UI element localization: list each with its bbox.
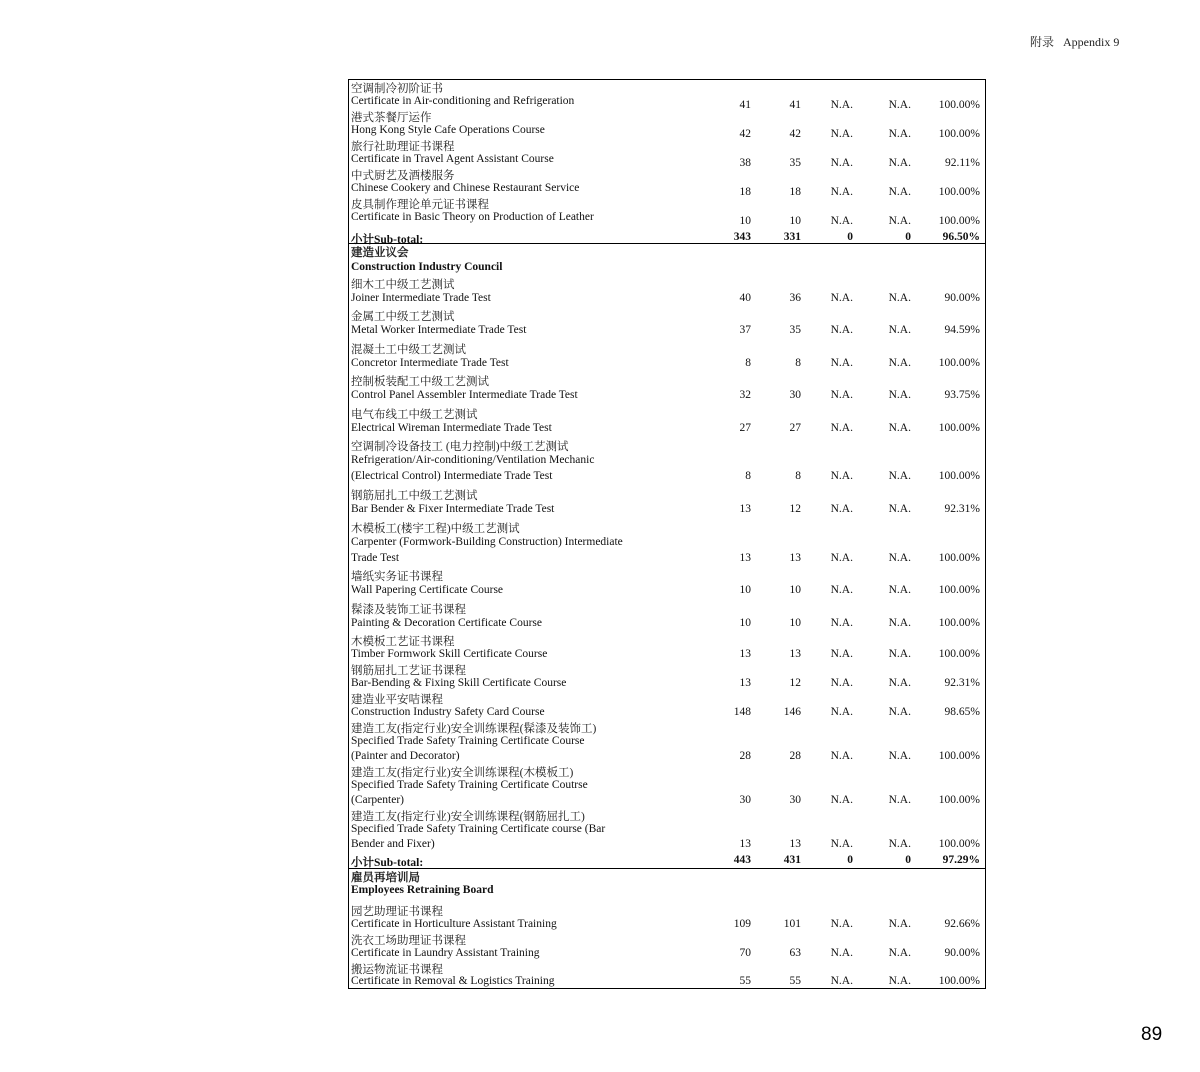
- table-row: [349, 633, 985, 662]
- pass-rate-value: 100.00%: [938, 470, 980, 482]
- table-row: [349, 109, 985, 138]
- course-name-line: 建造业平安咭课程: [351, 694, 443, 706]
- course-name-line: 旅行社助理证书课程: [351, 141, 455, 153]
- course-name-line: 墙纸实务证书课程: [351, 571, 443, 583]
- header-chinese: 附录: [1030, 35, 1055, 49]
- course-name-line: 建造工友(指定行业)安全训练课程(木模板工): [351, 767, 574, 779]
- passed-value: 13: [789, 552, 801, 564]
- course-name-line: 金属工中级工艺测试: [351, 311, 455, 323]
- table-row: [349, 373, 985, 406]
- col4-value: N.A.: [888, 648, 911, 660]
- applicants-value: 38: [739, 157, 751, 169]
- applicants-value: 70: [739, 947, 751, 959]
- course-name-line: 钢筋屈扎工中级工艺测试: [351, 490, 478, 502]
- section-header-row: [349, 243, 985, 277]
- course-name-line: (Carpenter): [351, 794, 404, 806]
- course-name-line: Wall Papering Certificate Course: [351, 584, 504, 596]
- col3-value: N.A.: [830, 975, 853, 987]
- col3-value: N.A.: [830, 648, 853, 660]
- course-name-line: (Electrical Control) Intermediate Trade Test: [351, 470, 553, 482]
- course-name-line: Specified Trade Safety Training Certificate course (Bar: [351, 823, 606, 835]
- passed-value: 10: [789, 215, 801, 227]
- pass-rate-value: 98.65%: [944, 706, 980, 718]
- pass-rate-value: 100.00%: [938, 357, 980, 369]
- applicants-value: 10: [739, 584, 751, 596]
- col3-value: N.A.: [830, 128, 853, 140]
- col3-value: 0: [847, 854, 853, 866]
- passed-value: 431: [783, 854, 801, 866]
- course-name-line: 控制板装配工中级工艺测试: [351, 376, 489, 388]
- pass-rate-value: 92.11%: [944, 157, 980, 169]
- course-name-line: 髹漆及装饰工证书课程: [351, 604, 466, 616]
- col3-value: N.A.: [830, 470, 853, 482]
- col3-value: N.A.: [830, 677, 853, 689]
- table-row: [349, 276, 985, 308]
- course-name-line: 港式茶餐厅运作: [351, 112, 432, 124]
- course-name-line: 建造工友(指定行业)安全训练课程(髹漆及装饰工): [351, 723, 597, 735]
- table-row: [349, 487, 985, 520]
- col4-value: N.A.: [888, 470, 911, 482]
- col3-value: N.A.: [830, 324, 853, 336]
- col3-value: N.A.: [830, 838, 853, 850]
- passed-value: 10: [789, 617, 801, 629]
- applicants-value: 28: [739, 750, 751, 762]
- table-row: [349, 438, 985, 487]
- applicants-value: 13: [739, 503, 751, 515]
- col4-value: N.A.: [888, 794, 911, 806]
- section-title: 建造业议会: [351, 247, 409, 259]
- course-name-line: Bar Bender & Fixer Intermediate Trade Test: [351, 503, 555, 515]
- pass-rate-value: 97.29%: [942, 854, 980, 866]
- col4-value: N.A.: [888, 584, 911, 596]
- applicants-value: 27: [739, 422, 751, 434]
- course-name-line: Bender and Fixer): [351, 838, 435, 850]
- col4-value: N.A.: [888, 215, 911, 227]
- course-name-line: Specified Trade Safety Training Certificate Coutrse: [351, 779, 588, 791]
- col4-value: N.A.: [888, 750, 911, 762]
- col3-value: 0: [847, 231, 853, 243]
- passed-value: 30: [789, 794, 801, 806]
- col3-value: N.A.: [830, 750, 853, 762]
- col3-value: N.A.: [830, 99, 853, 111]
- passed-value: 13: [789, 838, 801, 850]
- col3-value: N.A.: [830, 357, 853, 369]
- applicants-value: 42: [739, 128, 751, 140]
- course-name-line: Certificate in Basic Theory on Production of Leather: [351, 211, 594, 223]
- pass-rate-value: 92.31%: [944, 677, 980, 689]
- pass-rate-value: 100.00%: [938, 750, 980, 762]
- course-name-line: Certificate in Removal & Logistics Training: [351, 975, 555, 987]
- pass-rate-value: 94.59%: [944, 324, 980, 336]
- pass-rate-value: 93.75%: [944, 389, 980, 401]
- course-name-line: Certificate in Travel Agent Assistant Course: [351, 153, 554, 165]
- applicants-value: 10: [739, 617, 751, 629]
- applicants-value: 30: [739, 794, 751, 806]
- col4-value: N.A.: [888, 324, 911, 336]
- col3-value: N.A.: [830, 552, 853, 564]
- page-number: 89: [1141, 1024, 1163, 1045]
- col4-value: N.A.: [888, 157, 911, 169]
- course-name-line: Metal Worker Intermediate Trade Test: [351, 324, 527, 336]
- course-name-line: 木模板工(楼宇工程)中级工艺测试: [351, 523, 520, 535]
- pass-rate-value: 100.00%: [938, 422, 980, 434]
- course-name-line: Joiner Intermediate Trade Test: [351, 292, 491, 304]
- passed-value: 42: [789, 128, 801, 140]
- col4-value: N.A.: [888, 975, 911, 987]
- statistics-table: [348, 79, 986, 989]
- course-name-line: Bar-Bending & Fixing Skill Certificate Course: [351, 677, 567, 689]
- course-name-line: Concretor Intermediate Trade Test: [351, 357, 509, 369]
- passed-value: 27: [789, 422, 801, 434]
- applicants-value: 443: [733, 854, 751, 866]
- course-name-line: 搬运物流证书课程: [351, 964, 443, 976]
- col3-value: N.A.: [830, 918, 853, 930]
- applicants-value: 13: [739, 552, 751, 564]
- passed-value: 8: [795, 470, 801, 482]
- passed-value: 331: [783, 231, 801, 243]
- col4-value: N.A.: [888, 128, 911, 140]
- pass-rate-value: 100.00%: [938, 99, 980, 111]
- table-row: [349, 808, 985, 852]
- col4-value: N.A.: [888, 838, 911, 850]
- col4-value: N.A.: [888, 706, 911, 718]
- pass-rate-value: 90.00%: [944, 292, 980, 304]
- passed-value: 35: [789, 324, 801, 336]
- col4-value: N.A.: [888, 677, 911, 689]
- col3-value: N.A.: [830, 503, 853, 515]
- passed-value: 8: [795, 357, 801, 369]
- subtotal-row: [349, 852, 985, 868]
- subtotal-row: [349, 231, 985, 246]
- passed-value: 41: [789, 99, 801, 111]
- applicants-value: 55: [739, 975, 751, 987]
- applicants-value: 37: [739, 324, 751, 336]
- course-name-line: Painting & Decoration Certificate Course: [351, 617, 542, 629]
- col4-value: N.A.: [888, 617, 911, 629]
- pass-rate-value: 100.00%: [938, 975, 980, 987]
- course-name-line: Timber Formwork Skill Certificate Course: [351, 648, 548, 660]
- col3-value: N.A.: [830, 157, 853, 169]
- col4-value: N.A.: [888, 503, 911, 515]
- pass-rate-value: 92.31%: [944, 503, 980, 515]
- pass-rate-value: 90.00%: [944, 947, 980, 959]
- page-header: [1030, 33, 1119, 50]
- table-row: [349, 601, 985, 633]
- passed-value: 28: [789, 750, 801, 762]
- col3-value: N.A.: [830, 215, 853, 227]
- table-row: [349, 138, 985, 167]
- course-name-line: Certificate in Air-conditioning and Refrigeration: [351, 95, 575, 107]
- col3-value: N.A.: [830, 186, 853, 198]
- course-name-line: 钢筋屈扎工艺证书课程: [351, 665, 466, 677]
- pass-rate-value: 100.00%: [938, 648, 980, 660]
- course-name-line: 建造工友(指定行业)安全训练课程(钢筋屈扎工): [351, 811, 585, 823]
- pass-rate-value: 96.50%: [942, 231, 980, 243]
- col4-value: 0: [905, 854, 911, 866]
- col4-value: N.A.: [888, 389, 911, 401]
- applicants-value: 40: [739, 292, 751, 304]
- course-name-line: 洗衣工场助理证书课程: [351, 935, 466, 947]
- applicants-value: 10: [739, 215, 751, 227]
- table-row: [349, 406, 985, 438]
- table-row: [349, 691, 985, 720]
- applicants-value: 41: [739, 99, 751, 111]
- applicants-value: 8: [745, 470, 751, 482]
- col4-value: 0: [905, 231, 911, 243]
- col3-value: N.A.: [830, 292, 853, 304]
- col4-value: N.A.: [888, 357, 911, 369]
- passed-value: 10: [789, 584, 801, 596]
- course-name-line: 细木工中级工艺测试: [351, 279, 455, 291]
- col4-value: N.A.: [888, 552, 911, 564]
- table-row: [349, 520, 985, 568]
- applicants-value: 13: [739, 838, 751, 850]
- pass-rate-value: 100.00%: [938, 128, 980, 140]
- course-name-line: 空调制冷初阶证书: [351, 83, 443, 95]
- table-row: [349, 662, 985, 691]
- course-name-line: 电气布线工中级工艺测试: [351, 409, 478, 421]
- course-name-line: Control Panel Assembler Intermediate Trade Test: [351, 389, 578, 401]
- passed-value: 101: [783, 918, 801, 930]
- applicants-value: 18: [739, 186, 751, 198]
- subtotal-label: 小计Sub-total:: [351, 857, 424, 869]
- table-row: [349, 80, 985, 109]
- section-title: Employees Retraining Board: [351, 884, 494, 896]
- applicants-value: 13: [739, 677, 751, 689]
- header-english: Appendix 9: [1063, 35, 1120, 49]
- col4-value: N.A.: [888, 186, 911, 198]
- col3-value: N.A.: [830, 422, 853, 434]
- col4-value: N.A.: [888, 918, 911, 930]
- course-name-line: Certificate in Horticulture Assistant Training: [351, 918, 557, 930]
- col4-value: N.A.: [888, 292, 911, 304]
- course-name-line: Construction Industry Safety Card Course: [351, 706, 545, 718]
- pass-rate-value: 92.66%: [944, 918, 980, 930]
- col3-value: N.A.: [830, 584, 853, 596]
- table-row: [349, 932, 985, 961]
- passed-value: 63: [789, 947, 801, 959]
- course-name-line: Trade Test: [351, 552, 400, 564]
- course-name-line: 皮具制作理论单元证书课程: [351, 199, 489, 211]
- table-row: [349, 167, 985, 196]
- section-title: Construction Industry Council: [351, 261, 503, 273]
- pass-rate-value: 100.00%: [938, 617, 980, 629]
- passed-value: 13: [789, 648, 801, 660]
- course-name-line: Chinese Cookery and Chinese Restaurant Service: [351, 182, 580, 194]
- course-name-line: 园艺助理证书课程: [351, 906, 443, 918]
- pass-rate-value: 100.00%: [938, 584, 980, 596]
- pass-rate-value: 100.00%: [938, 186, 980, 198]
- pass-rate-value: 100.00%: [938, 215, 980, 227]
- passed-value: 55: [789, 975, 801, 987]
- course-name-line: Certificate in Laundry Assistant Training: [351, 947, 540, 959]
- applicants-value: 32: [739, 389, 751, 401]
- course-name-line: 中式厨艺及酒楼服务: [351, 170, 455, 182]
- applicants-value: 148: [733, 706, 751, 718]
- applicants-value: 109: [733, 918, 751, 930]
- col4-value: N.A.: [888, 422, 911, 434]
- course-name-line: Electrical Wireman Intermediate Trade Test: [351, 422, 552, 434]
- section-header-row: [349, 868, 985, 904]
- passed-value: 12: [789, 503, 801, 515]
- pass-rate-value: 100.00%: [938, 552, 980, 564]
- course-name-line: Carpenter (Formwork-Building Construction) Intermediate: [351, 536, 623, 548]
- table-row: [349, 308, 985, 341]
- col3-value: N.A.: [830, 794, 853, 806]
- passed-value: 18: [789, 186, 801, 198]
- table-row: [349, 720, 985, 764]
- pass-rate-value: 100.00%: [938, 838, 980, 850]
- applicants-value: 343: [733, 231, 751, 243]
- course-name-line: (Painter and Decorator): [351, 750, 460, 762]
- course-name-line: Hong Kong Style Cafe Operations Course: [351, 124, 545, 136]
- col3-value: N.A.: [830, 947, 853, 959]
- course-name-line: 木模板工艺证书课程: [351, 636, 455, 648]
- col3-value: N.A.: [830, 706, 853, 718]
- course-name-line: Specified Trade Safety Training Certificate Course: [351, 735, 585, 747]
- table-row: [349, 961, 985, 988]
- passed-value: 12: [789, 677, 801, 689]
- applicants-value: 8: [745, 357, 751, 369]
- table-row: [349, 341, 985, 373]
- subtotal-label: 小计Sub-total:: [351, 234, 424, 246]
- col4-value: N.A.: [888, 99, 911, 111]
- passed-value: 146: [783, 706, 801, 718]
- col3-value: N.A.: [830, 389, 853, 401]
- col3-value: N.A.: [830, 617, 853, 629]
- pass-rate-value: 100.00%: [938, 794, 980, 806]
- course-name-line: 混凝土工中级工艺测试: [351, 344, 466, 356]
- passed-value: 35: [789, 157, 801, 169]
- course-name-line: 空调制冷设备技工 (电力控制)中级工艺测试: [351, 441, 569, 453]
- section-title: 雇员再培训局: [351, 872, 420, 884]
- applicants-value: 13: [739, 648, 751, 660]
- table-row: [349, 196, 985, 231]
- course-name-line: Refrigeration/Air-conditioning/Ventilation Mechanic: [351, 454, 595, 466]
- table-row: [349, 903, 985, 932]
- table-row: [349, 568, 985, 601]
- col4-value: N.A.: [888, 947, 911, 959]
- passed-value: 30: [789, 389, 801, 401]
- passed-value: 36: [789, 292, 801, 304]
- table-row: [349, 764, 985, 808]
